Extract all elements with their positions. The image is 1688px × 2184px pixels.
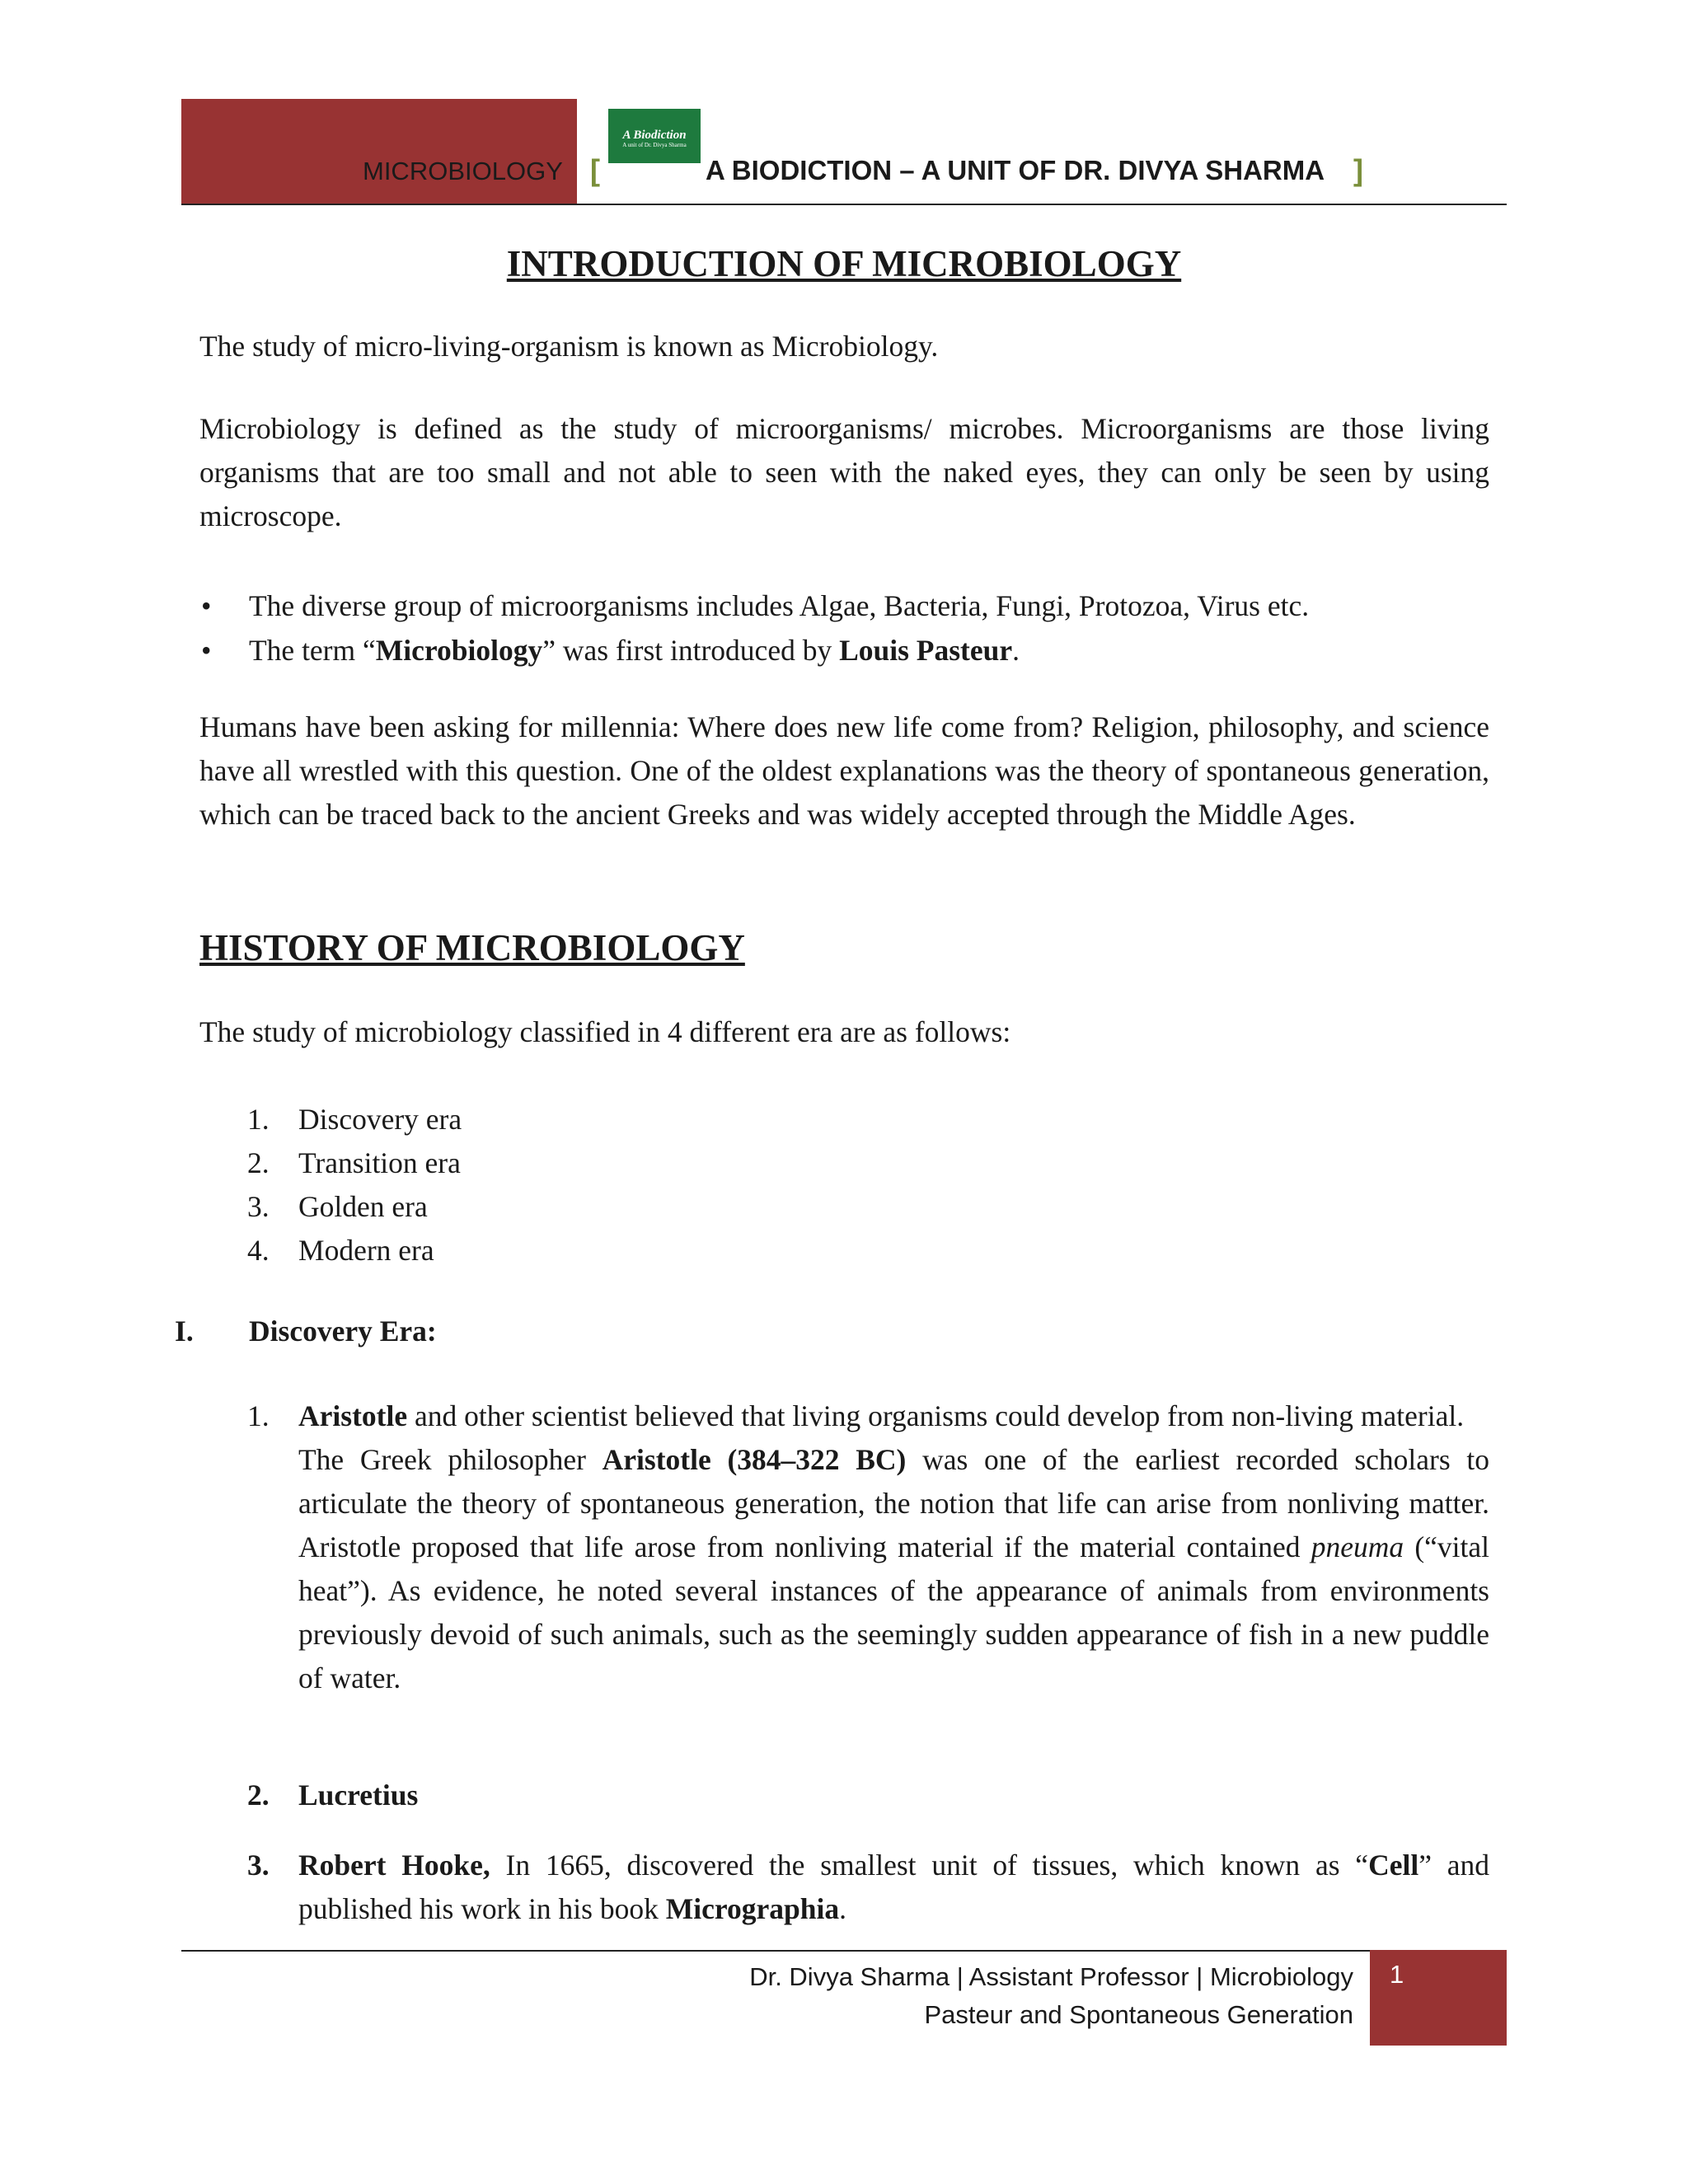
list-item: 4. Modern era — [247, 1234, 434, 1267]
intro-text-1: The study of micro-living-organism is known as Microbiology. — [199, 330, 939, 363]
footer-topic: Pasteur and Spontaneous Generation — [924, 2000, 1353, 2029]
page-title: INTRODUCTION OF MICROBIOLOGY — [506, 243, 1182, 284]
discovery-item-lucretius: 2. Lucretius — [247, 1779, 419, 1811]
bullet-icon: • — [201, 589, 212, 622]
section-heading-history: HISTORY OF MICROBIOLOGY — [199, 927, 745, 968]
intro-paragraph-2 — [199, 407, 1489, 538]
biodiction-logo — [608, 109, 701, 163]
header-subject: MICROBIOLOGY — [363, 157, 563, 185]
list-item — [199, 583, 1489, 628]
history-lead-text: The study of microbiology classified in 4 different era are as follows: — [199, 1015, 1011, 1048]
intro-paragraph-3 — [199, 705, 1489, 837]
history-lead — [199, 1010, 1489, 1054]
list-item: • The term “Microbiology” was first introduced by Louis Pasteur. — [199, 628, 1489, 673]
list-item: 2. Transition era — [247, 1146, 461, 1179]
discovery-item-hooke: 3. Robert Hooke, In 1665, discovered the smallest unit of tissues, which known as “Cell” and published his work in his book Micrographia. — [247, 1849, 1489, 1925]
name-louis-pasteur: Louis Pasteur — [839, 634, 1013, 667]
intro-text-3: Humans have been asking for millennia: Where does new life come from? Religion, philosophy, and science have all wrestled with this question. One of the oldest explanations was the theory of spontaneous generation, which can be traced back to the ancient Greeks and was widely accepted through the Middle Ages. — [199, 710, 1489, 831]
header-divider — [181, 204, 1507, 205]
intro-paragraph-1 — [199, 325, 1489, 368]
era-list — [199, 1098, 1489, 1272]
section-numeral: I. — [175, 1315, 194, 1347]
section-heading-discovery: Discovery Era: — [249, 1315, 437, 1347]
footer-divider — [181, 1950, 1507, 1952]
header-bracket-close: ] — [1353, 153, 1363, 187]
logo-text: A Biodiction — [622, 129, 687, 142]
term-microbiology: Microbiology — [375, 634, 543, 667]
bullet-text: The diverse group of microorganisms includes Algae, Bacteria, Fungi, Protozoa, Virus etc. — [249, 589, 1310, 622]
footer-author: Dr. Divya Sharma | Assistant Professor | Microbiology — [749, 1962, 1353, 1991]
bullet-list — [199, 583, 1489, 673]
logo-subtext: A unit of Dr. Divya Sharma — [622, 142, 687, 148]
header-band — [181, 99, 577, 204]
bullet-icon: • — [201, 634, 212, 667]
intro-text-2: Microbiology is defined as the study of microorganisms/ microbes. Microorganisms are those living organisms that are too small and not able to seen with the naked eyes, they can only be seen by using microscope. — [199, 412, 1489, 532]
footer-text — [749, 1958, 1353, 2034]
discovery-item-aristotle: 1. Aristotle and other scientist believed that living organisms could develop from non-living material. The Greek philosopher Aristotle (384–322 BC) was one of the earliest recorded scholars to articulate the theory of spontaneous generation, the notion that life can arise from nonliving matter. Aristotle proposed that life arose from nonliving material if the material contained pneuma (“vital heat”). As evidence, he noted several instances of the appearance of animals from environments previously devoid of such animals, such as the seemingly sudden appearance of fish in a new puddle of water. — [247, 1399, 1489, 1694]
list-item: 3. Golden era — [247, 1190, 428, 1223]
list-item: 1. Discovery era — [247, 1103, 462, 1136]
page-number: 1 — [1390, 1960, 1404, 1989]
header-bracket-open: [ — [590, 153, 600, 187]
header-brand: A BIODICTION – A UNIT OF DR. DIVYA SHARMA — [706, 155, 1325, 185]
